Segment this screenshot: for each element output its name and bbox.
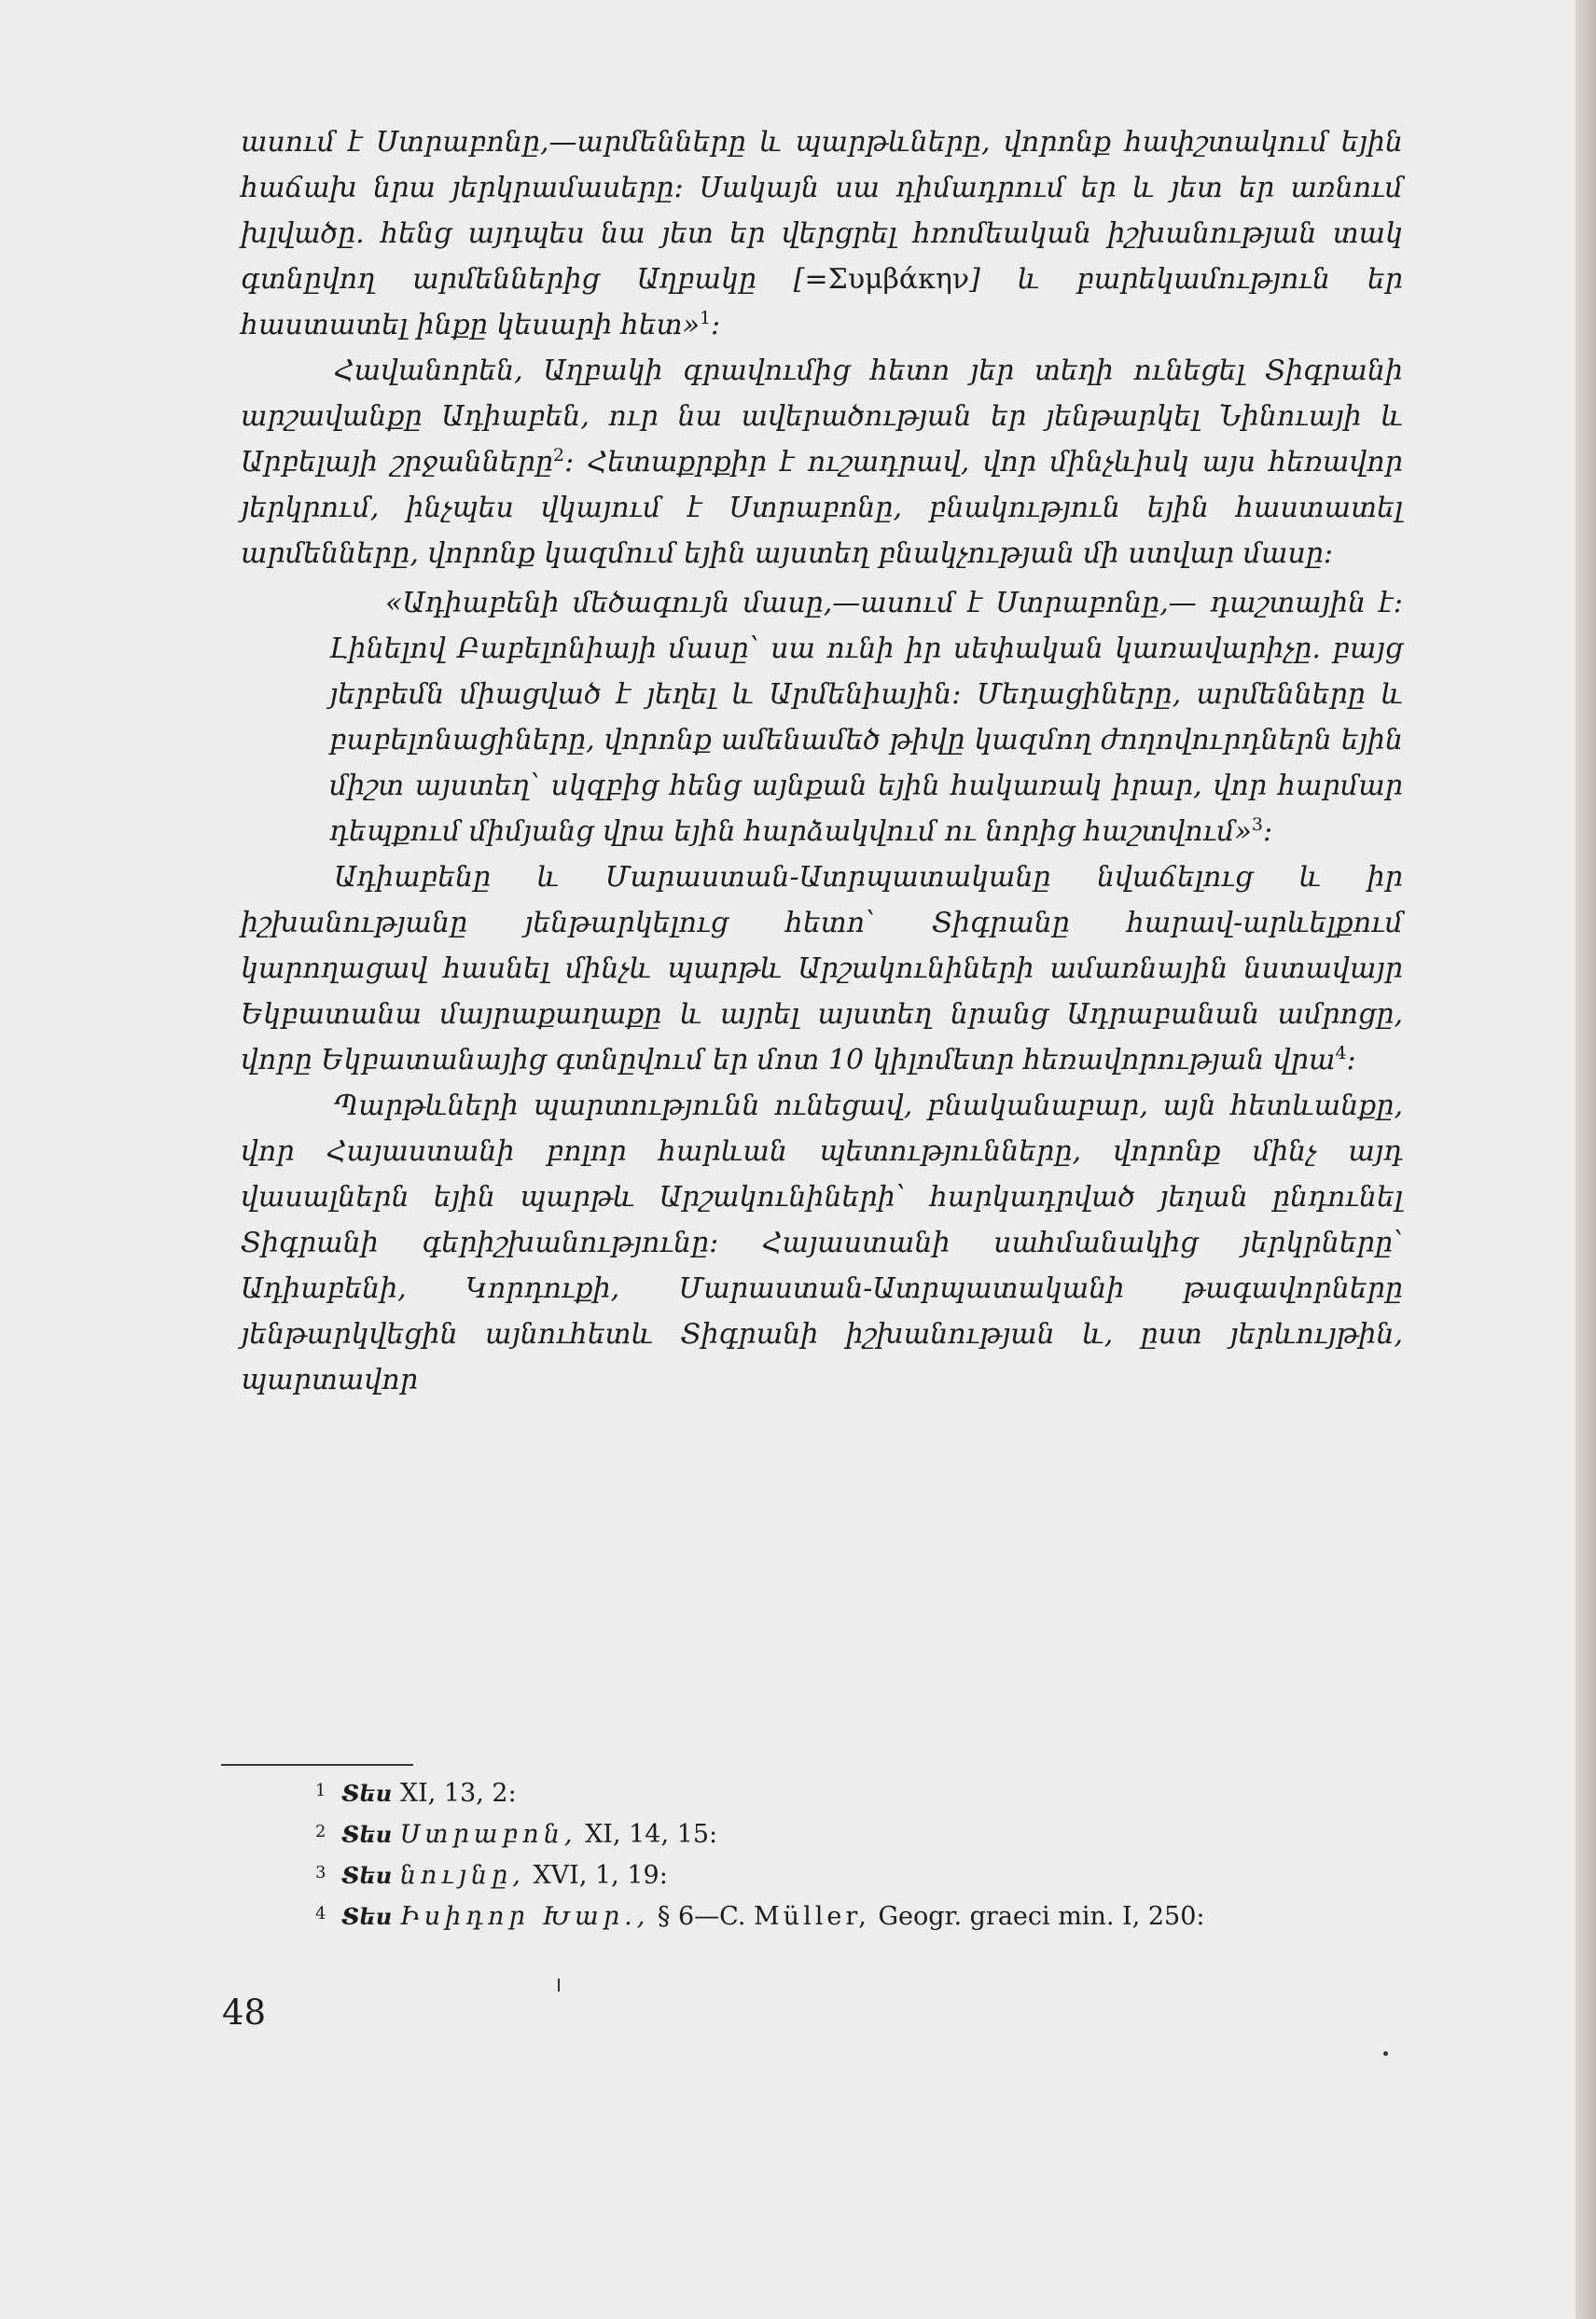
footnote-ref: XI, 13, 2: [399, 1779, 517, 1808]
page-number: 48 [222, 1993, 267, 2033]
quote-text: «Ադիաբենի մեծագույն մասը,—ասում է Ստրաբոնը,— դաշտային է։ Լինելով Բաբելոնիայի մասը՝ սա ունի իր սեփական կառավարիչը. բայց յերբեմն միացված է յեղել և Արմենիային։ Մեդացիները, արմենները և բաբելոնացիները, վորոնք ամենամեծ թիվը կազմող ժողովուրդներն եյին միշտ այստեղ՝ սկզբից հենց այնքան եյին հակառակ իրար, վոր հարմար դեպքում միմյանց վրա եյին հարձակվում ու նորից հաշտվում» [329, 587, 1403, 848]
footnote-number: 2 [315, 1822, 326, 1841]
footnote-ref: § 6—C. [657, 1902, 746, 1931]
footnote-number: 4 [315, 1904, 326, 1923]
footnote-ref-3: 3 [1251, 814, 1263, 835]
footnote-source: Geogr. graeci min. I, 250: [878, 1902, 1205, 1931]
footnote-ref: XI, 14, 15: [585, 1820, 718, 1849]
footnote-3 [315, 1854, 1397, 1895]
paragraph-1-text: ասում է Ստրաբոնը,—արմենները և պարթևները, վորոնք հափշտակում եյին հաճախ նրա յերկրամասերը։ Սակայն սա դիմադրում եր և յետ եր առնում խլվածը. հենց այդպես նա յետ եր վերցրել հռոմեական իշխանության տակ գտնըվող արմեններից Աղբակը [= [241, 126, 1403, 296]
paragraph-4-text: Պարթևների պարտությունն ունեցավ, բնականաբար, այն հետևանքը, վոր Հայաստանի բոլոր հարևան պետությունները, վորոնք մինչ այդ վասալներն եյին պարթև Արշակունիների՝ հարկադրված յեղան ընդունել Տիգրանի գերիշխանությունը։ Հայաստանի սահմանակից յերկրները՝ Ադիաբենի, Կորդուքի, Մարաստան-Ատրպատականի թագավորները յենթարկվեցին այնուհետև Տիգրանի իշխանության և, ըստ յերևույթին, պարտավոր [241, 1090, 1403, 1396]
main-text [241, 119, 1403, 1403]
paragraph-3-tail: ։ [1346, 1044, 1356, 1076]
paragraph-1-tail: ։ [711, 309, 721, 341]
footnote-ref-4: 4 [1335, 1043, 1347, 1063]
paragraph-2-text: Հավանորեն, Աղբակի գրավումից հետո յեր տեղի ունեցել Տիգրանի արշավանքը Ադիաբեն, ուր նա ավերածության եր յենթարկել Նինուայի և Արբելայի շրջանները [241, 354, 1403, 479]
paragraph-3 [241, 854, 1403, 1083]
quote-tail: ։ [1263, 815, 1273, 848]
footnote-number: 3 [315, 1863, 326, 1882]
footnote-1 [315, 1771, 1397, 1812]
paragraph-4 [241, 1083, 1403, 1403]
footnote-number: 1 [315, 1781, 326, 1800]
greek-word: Συμβάκην [827, 263, 970, 296]
footnote-abbr: Տես [341, 1821, 393, 1848]
quote-block [329, 580, 1403, 854]
footnote-ref: XVI, 1, 19: [533, 1861, 668, 1890]
footnote-abbr: Տես [341, 1862, 393, 1889]
footnote-4 [315, 1895, 1397, 1936]
paragraph-3-text: Ադիաբենը և Մարաստան-Ատրպատականը նվաճելուց և իր իշխանությանը յենթարկելուց հետո՝ Տիգրանը հարավ-արևելքում կարողացավ հասնել մինչև պարթև Արշակունիների ամառնային նստավայր Եկբատանա մայրաքաղաքը և այրել այստեղ նրանց Ադրաբանան ամրոցը, վորը Եկբատանայից գտնըվում եր մոտ 10 կիլոմետր հեռավորության վրա [241, 861, 1403, 1076]
footnote-spaced-author: Müller, [754, 1902, 870, 1931]
paragraph-2 [241, 348, 1403, 576]
print-speck [558, 1979, 560, 1992]
footnote-author: Ստրաբոն, [399, 1820, 577, 1849]
footnote-author: նույնը, [399, 1861, 525, 1890]
footnote-author: Իսիդոր Խար., [399, 1902, 650, 1931]
footnote-abbr: Տես [341, 1903, 393, 1930]
footnote-ref-2: 2 [553, 445, 565, 465]
footnote-abbr: Տես [341, 1780, 393, 1807]
footnote-2 [315, 1812, 1397, 1854]
paragraph-1 [241, 119, 1403, 348]
footnotes [315, 1771, 1397, 1936]
paragraph-1-end: ] և բարեկամություն եր հաստատել ինքը կեսարի հետ» [241, 263, 1404, 341]
paragraph-2-end: ։ Հետաքրքիր է ուշադրավ, վոր մինչևիսկ այս հեռավոր յերկրում, ինչպես վկայում է Ստրաբոնը, բնակություն եյին հաստատել արմենները, վորոնք կազմում եյին այստեղ բնակչության մի ստվար մասը։ [241, 446, 1403, 570]
print-speck [1383, 2051, 1388, 2056]
page-edge [1575, 0, 1596, 2319]
footnote-divider [221, 1764, 413, 1766]
footnote-ref-1: 1 [699, 308, 712, 328]
